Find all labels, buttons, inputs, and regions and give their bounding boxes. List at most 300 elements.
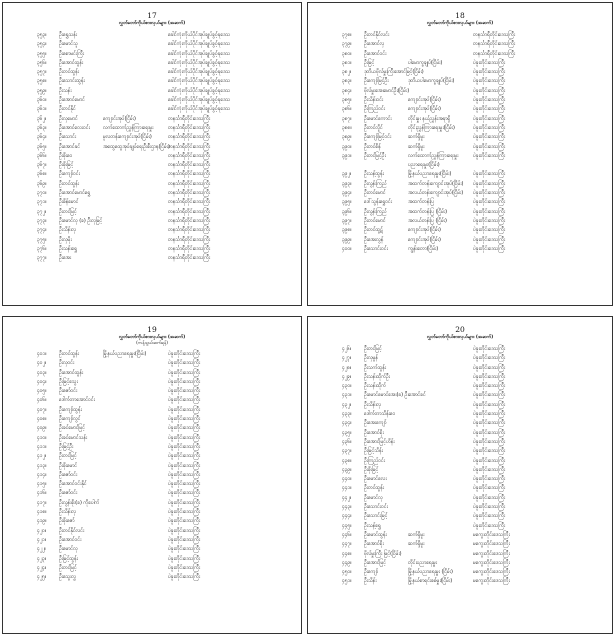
entry-number: ၃၈၇။ (342, 115, 352, 122)
list-item (308, 161, 612, 170)
list-item (308, 447, 612, 456)
page-subheading: (ကန့်သွယ်ဆက်ရန်) (136, 341, 168, 346)
member-name: ဦးအောင်မြင့်ဟိန်း (364, 438, 395, 445)
list-item (308, 226, 612, 235)
constituency: ပဲခူးတိုင်းဒေသကြီး (473, 69, 506, 76)
constituency: ပဲခူးတိုင်းဒေသကြီး (473, 124, 506, 131)
heading-continued: (အဆက်) (475, 335, 494, 340)
entry-number: ၄၄၉။ (342, 559, 352, 566)
list-item (3, 254, 301, 263)
member-title: ကျောင်းအုပ်(ငြိမ်း) (103, 115, 136, 122)
list-item (308, 475, 612, 484)
entry-number: ၄၀၇။ (37, 406, 47, 413)
list-item (3, 415, 301, 424)
entry-number: ၄၂၄။ (37, 564, 47, 571)
entry-number: ၃၉၇။ (342, 217, 352, 224)
list-item (3, 96, 301, 105)
constituency: ပဲခူးတိုင်းဒေသကြီး (473, 411, 506, 418)
member-name: ဦးဇော်ဝင်း (59, 388, 78, 395)
member-title: ပညာရေးမှူး(ငြိမ်း) (408, 162, 440, 169)
entry-number: ၄၁၇။ (37, 499, 47, 506)
constituency: ပဲခူးတိုင်းဒေသကြီး (168, 351, 201, 357)
constituency: တနင်္သာရီတိုင်းဒေသကြီး (168, 255, 211, 262)
constituency: ပဲခူးတိုင်းဒေသကြီး (473, 97, 506, 104)
list-item (308, 401, 612, 410)
member-title: ကျောင်းအုပ်(ငြိမ်း) (408, 97, 441, 104)
entry-number: ၃၇၇။ (37, 255, 47, 262)
list-item (308, 180, 612, 189)
list-item (3, 217, 301, 226)
entry-number: ၄၃၃။ (342, 411, 352, 418)
constituency: ပဲခူးတိုင်းဒေသကြီး (473, 152, 506, 159)
member-name: ဦးအောင်လှ (364, 41, 385, 48)
entry-number: ၄၃၀။ (342, 383, 352, 390)
member-list (308, 31, 612, 254)
constituency: ပဲခူးတိုင်းဒေသကြီး (473, 199, 506, 206)
heading-title: လွှတ်တော်ကိုယ်စားလှယ်များ (118, 21, 167, 26)
entry-number: ၃၇၂။ (37, 208, 47, 215)
list-item (3, 462, 301, 471)
member-name: ဦးအောင်မောင် (59, 97, 85, 104)
list-item (3, 50, 301, 59)
member-name: ဦးကျော်လွင် (59, 416, 81, 423)
list-item (308, 568, 612, 577)
list-item (3, 508, 301, 517)
list-item (308, 345, 612, 354)
heading-continued: (အဆက်) (475, 21, 494, 26)
member-name: ဦးမြင့် (364, 59, 375, 66)
list-item (308, 540, 612, 549)
entry-number: ၄၃၂။ (342, 401, 352, 408)
entry-number: ၃၆၀။ (37, 97, 47, 104)
member-name: ဦးတင်ထွန်း (364, 485, 384, 492)
member-name: ဦးမြင့်ဦး (59, 443, 74, 450)
constituency: ပဲခူးတိုင်းဒေသကြီး (168, 518, 201, 525)
constituency: ပဲခူးတိုင်းဒေသကြီး (473, 429, 506, 436)
list-item (308, 419, 612, 428)
constituency: ပဲခူးတိုင်းဒေသကြီး (168, 397, 201, 404)
constituency: ပဲခူးတိုင်းဒေသကြီး (168, 434, 201, 441)
entry-number: ၄၄၈။ (342, 550, 352, 557)
list-item (308, 152, 612, 161)
constituency: ပဲခူးတိုင်းဒေသကြီး (473, 87, 506, 94)
member-title: ပါမောက္ခချုပ်(ငြိမ်း) (408, 59, 443, 66)
page-18 (307, 2, 613, 306)
member-name: ဦးတင်မြင့် (59, 564, 77, 571)
entry-number: ၃၆၆။ (37, 152, 47, 159)
list-item (308, 217, 612, 226)
member-name: ဦးကျော်မြင့်ဝင်း (364, 134, 392, 141)
entry-number: ၃၉၁။ (342, 152, 352, 159)
member-name: ဦးသက်ထွန်း (364, 364, 386, 371)
entry-number: ၄၀၄။ (37, 378, 47, 385)
list-item (308, 77, 612, 86)
member-title: အထက်တန်းကျောင်းအုပ်(ငြိမ်း) (408, 180, 464, 187)
list-item (308, 96, 612, 105)
constituency: ပဲခူးတိုင်းဒေသကြီး (168, 416, 201, 423)
member-title: မူလတန်းကျောင်းအုပ်(ငြိမ်း) (103, 134, 152, 141)
member-name: ဦးလှမွန် (364, 355, 378, 362)
member-title: အထက်တန်းပြ (408, 199, 435, 206)
constituency: ပဲခူးတိုင်းဒေသကြီး (473, 245, 506, 252)
member-name: ဦးအောင်ထွန်း (59, 59, 84, 66)
member-name: ဦးရွှေသန်း (59, 32, 78, 38)
constituency: ပဲခူးတိုင်းဒေသကြီး (473, 401, 506, 408)
list-item (3, 517, 301, 526)
member-name: ဦးမောင်လေး (364, 476, 387, 483)
list-item (3, 170, 301, 179)
entry-number: ၄၄၄။ (342, 513, 352, 520)
member-name: ဦးဇော်ဝင်း (59, 490, 78, 497)
entry-number: ၃၈၅။ (342, 97, 352, 104)
entry-number: ၄၁၂။ (37, 453, 47, 460)
entry-number: ၄၂၉။ (342, 373, 352, 380)
list-item (3, 133, 301, 142)
page-heading (308, 21, 612, 27)
member-title: ကျောင်းအုပ်(ငြိမ်း) (408, 106, 441, 113)
list-item (3, 180, 301, 189)
member-title: ကျောင်းအုပ်(ငြိမ်း) (408, 236, 441, 243)
member-name: ဦးသောင်းထွန်း (59, 78, 85, 85)
entry-number: ၃၇၃။ (37, 217, 47, 224)
list-item (308, 559, 612, 568)
entry-number: ၄၃၉။ (342, 466, 352, 473)
constituency: ပဲခူးတိုင်းဒေသကြီး (168, 369, 201, 376)
member-name: ဦးတင်လှိုင် (364, 124, 383, 131)
member-title: အလယ်တန်းကျောင်းအုပ်(ငြိမ်း) (408, 190, 464, 197)
entry-number: ၄၂၇။ (342, 355, 352, 362)
entry-number: ၄၄၃။ (342, 504, 352, 511)
member-list (3, 31, 301, 263)
list-item (3, 245, 301, 254)
list-item (308, 531, 612, 540)
constituency: ပဲခူးတိုင်းဒေသကြီး (473, 217, 506, 224)
constituency: တနင်္သာရီတိုင်းဒေသကြီး (168, 152, 211, 159)
member-name: ဒေါက်တာသိန်းဝေ (364, 411, 396, 418)
constituency: ပဲခူးတိုင်းဒေသကြီး (168, 527, 201, 534)
constituency: တနင်္သာရီတိုင်းဒေသကြီး (168, 115, 211, 122)
member-name: ဦးသန့်ရွှေ (364, 522, 381, 529)
list-item (3, 387, 301, 396)
constituency: ပဲခူးတိုင်းဒေသကြီး (168, 462, 201, 469)
list-item (308, 577, 612, 586)
entry-number: ၃၇၆။ (37, 245, 47, 252)
constituency: ပဲခူးတိုင်းဒေသကြီး (473, 171, 506, 178)
member-name: ဦးလွန်းကြည် (364, 180, 387, 187)
member-name: ဦးမောင်လှ (364, 494, 383, 501)
entry-number: ၄၁၀။ (37, 434, 47, 441)
member-title: အထွေထွေအုပ်ချုပ်ရေးဦးစီးဌာန(ငြိမ်း) (103, 143, 170, 150)
constituency: ပဲခူးတိုင်းဒေသကြီး (168, 388, 201, 395)
list-item (3, 152, 301, 161)
page-number: 19 (147, 325, 157, 334)
constituency: ပဲခူးတိုင်းဒေသကြီး (168, 406, 201, 413)
member-list (308, 345, 612, 587)
constituency: ခေါင်ကုံးကိုယ်ပိုင်အုပ်ချုပ်ခွင့်ရဒေသ (168, 87, 231, 94)
list-item (308, 364, 612, 373)
constituency: ပဲခူးတိုင်းဒေသကြီး (168, 536, 201, 543)
entry-number: ၃၈၆။ (342, 106, 352, 113)
entry-number: ၄၄၇။ (342, 541, 352, 548)
list-item (308, 189, 612, 198)
entry-number: ၄၀၆။ (37, 397, 47, 404)
member-name: ဦးစိုးဇော် (59, 518, 75, 525)
entry-number: ၄၁၅။ (37, 481, 47, 488)
list-item (3, 198, 301, 207)
constituency: ပဲခူးတိုင်းဒေသကြီး (473, 236, 506, 243)
list-item (3, 545, 301, 554)
entry-number: ၃၇၁။ (37, 199, 47, 206)
entry-number: ၄၃၅။ (342, 429, 352, 436)
entry-number: ၃၅၃။ (37, 32, 47, 38)
member-name: ဦးတင်ထွန်း (59, 180, 79, 187)
entry-number: ၄၄၀။ (342, 476, 352, 483)
entry-number: ၄၀၃။ (37, 369, 47, 376)
constituency: ပဲခူးတိုင်းဒေသကြီး (473, 522, 506, 529)
list-item (308, 503, 612, 512)
list-item (308, 143, 612, 152)
entry-number: ၄၀၉။ (37, 425, 47, 432)
list-item (308, 59, 612, 68)
member-name: ဦးကျော်ထွန်း (59, 406, 82, 413)
member-title: ဆက်ရှိမှုး (408, 134, 425, 141)
list-item (3, 434, 301, 443)
list-item (308, 115, 612, 124)
constituency: ပဲခူးတိုင်းဒေသကြီး (168, 481, 201, 488)
constituency: ခေါင်ကုံးကိုယ်ပိုင်အုပ်ချုပ်ခွင့်ရဒေသ (168, 97, 231, 104)
list-item (3, 555, 301, 564)
list-item (3, 536, 301, 545)
member-name: ဦးလွန်းကြည် (364, 208, 387, 215)
constituency: ပဲခူးတိုင်းဒေသကြီး (473, 190, 506, 197)
member-name: ဦးစိုးမြင့် (364, 466, 379, 473)
list-item (3, 115, 301, 124)
entry-number: ၃၅၄။ (37, 41, 47, 48)
list-item (308, 382, 612, 391)
list-item (308, 438, 612, 447)
member-name: ဦးအေးလွန် (364, 236, 384, 243)
constituency: တနင်္သာရီတိုင်းဒေသကြီး (473, 50, 516, 57)
entry-number: ၄၂၀။ (37, 527, 47, 534)
member-title: အထက်တန်းပြ (ငြိမ်း) (408, 208, 448, 215)
list-item (308, 391, 612, 400)
constituency: တနင်္သာရီတိုင်းဒေသကြီး (473, 41, 516, 48)
member-title: မြို့နယ်ပညာရေးမှူး(ငြိမ်း) (103, 351, 147, 357)
constituency: ပဲခူးတိုင်းဒေသကြီး (168, 471, 201, 478)
list-item (308, 484, 612, 493)
list-item (308, 50, 612, 59)
entry-number: ၃၇၅။ (37, 236, 47, 243)
member-name: ဦးအောင်မောင်ရွှေ (59, 190, 91, 197)
list-item (3, 471, 301, 480)
member-name: ဦးတင်နိုင် (59, 106, 76, 113)
list-item (308, 87, 612, 96)
constituency: ခေါင်ကုံးကိုယ်ပိုင်အုပ်ချုပ်ခွင့်ရဒေသ (168, 32, 231, 38)
constituency: ပဲခူးတိုင်းဒေသကြီး (168, 453, 201, 460)
constituency: ပဲခူးတိုင်းဒေသကြီး (168, 425, 201, 432)
constituency: ခေါင်ကုံးကိုယ်ပိုင်အုပ်ချုပ်ခွင့်ရဒေသ (168, 69, 231, 76)
constituency: ပဲခူးတိုင်းဒေသကြီး (473, 383, 506, 390)
entry-number: ၃၈၄။ (342, 87, 352, 94)
constituency: ပဲခူးတိုင်းဒေသကြီး (473, 115, 506, 122)
constituency: မကွေးတိုင်းဒေသကြီး (473, 559, 510, 566)
entry-number: ၃၉၀။ (342, 143, 352, 150)
list-item (308, 373, 612, 382)
member-name: ဦးလှမောင် (59, 115, 78, 122)
member-name: ဦးစောမင်းကြီး (59, 50, 84, 57)
member-name: ဦးမောင်ထွန်း (364, 531, 387, 538)
constituency: ပဲခူးတိုင်းဒေသကြီး (473, 59, 506, 66)
page-number: 17 (147, 11, 157, 20)
entry-number: ၄၄၅။ (342, 522, 352, 529)
entry-number: ၃၆၉။ (37, 180, 47, 187)
member-title: မြို့နယ်ပညာရေးမှူး (ငြိမ်း) (408, 569, 453, 576)
list-item (308, 410, 612, 419)
constituency: တနင်္သာရီတိုင်းဒေသကြီး (168, 227, 211, 234)
entry-number: ၄၄၁။ (342, 485, 352, 492)
entry-number: ၄၁၃။ (37, 462, 47, 469)
entry-number: ၃၈၀။ (342, 50, 352, 57)
member-name: ဦးဇော်ဝင်း (59, 471, 78, 478)
member-title: လက်ထောက်ညွှန်ကြားရေးမှူး (103, 124, 154, 131)
list-item (3, 124, 301, 133)
member-name: ဦးတင်ထွန်း (59, 69, 79, 76)
constituency: ပဲခူးတိုင်းဒေသကြီး (168, 546, 201, 553)
entry-number: ၄၁၉။ (37, 518, 47, 525)
entry-number: ၃၅၈။ (37, 78, 47, 85)
list-item (3, 189, 301, 198)
page-19 (2, 316, 302, 634)
constituency: ပဲခူးတိုင်းဒေသကြီး (168, 564, 201, 571)
member-title: မြို့နယ်စာရင်းစစ်မှူး(ငြိမ်း) (408, 578, 453, 585)
constituency: ပဲခူးတိုင်းဒေသကြီး (473, 420, 506, 427)
member-name: ဦးလှဝင်း (59, 360, 75, 367)
member-title: တိုင်းပညာရေးမှူး (408, 559, 437, 566)
member-name: ဦးသိန်းလှ (364, 401, 382, 408)
constituency: ခေါင်ကုံးကိုယ်ပိုင်အုပ်ချုပ်ခွင့်ရဒေသ (168, 41, 231, 48)
entry-number: ၄၁၄။ (37, 471, 47, 478)
member-title: မြို့နယ်ပညာရေးမှူး(ငြိမ်း) (408, 171, 452, 178)
member-name: ဦးတင်မြင့် (364, 346, 382, 352)
constituency: ခေါင်ကုံးကိုယ်ပိုင်အုပ်ချုပ်ခွင့်ရဒေသ (168, 78, 231, 85)
entry-number: ၃၇၉။ (342, 41, 352, 48)
constituency: တနင်္သာရီတိုင်းဒေသကြီး (473, 32, 516, 38)
member-name: ဗိုလ်မှူးအေးမောင်ဦး(ငြိမ်း) (364, 87, 410, 94)
constituency: ပဲခူးတိုင်းဒေသကြီး (473, 466, 506, 473)
constituency: ပဲခူးတိုင်းဒေသကြီး (473, 78, 506, 85)
member-name: ဦးအောင်ခင် (59, 143, 81, 150)
constituency: ပဲခူးတိုင်းဒေသကြီး (473, 143, 506, 150)
member-name: ဦးစိုးဝေ (59, 152, 73, 159)
member-name: ဦးသောင်း (59, 134, 77, 141)
entry-number: ၄၀၀။ (342, 245, 352, 252)
constituency: ပဲခူးတိုင်းဒေသကြီး (473, 448, 506, 455)
entry-number: ၄၁၈။ (37, 509, 47, 516)
entry-number: ၄၃၈။ (342, 457, 352, 464)
list-item (3, 236, 301, 245)
entry-number: ၃၆၅။ (37, 143, 47, 150)
member-title: ကျွန်းတော(ငြိမ်း) (408, 245, 439, 252)
member-name: ဦးတင်နိုင်လင်း (364, 32, 390, 38)
constituency: တနင်္သာရီတိုင်းဒေသကြီး (168, 236, 211, 243)
member-list (3, 350, 301, 582)
entry-number: ၃၇၄။ (37, 227, 47, 234)
list-item (3, 527, 301, 536)
constituency: တနင်္သာရီတိုင်းဒေသကြီး (168, 180, 211, 187)
list-item (3, 424, 301, 433)
page-20 (307, 316, 613, 634)
constituency: ပဲခူးတိုင်းဒေသကြီး (473, 227, 506, 234)
constituency: ပဲခူးတိုင်းဒေသကြီး (168, 499, 201, 506)
list-item (3, 564, 301, 573)
member-name: ဦးအောင်ဝင်းနိုင် (59, 481, 87, 488)
entry-number: ၄၂၆။ (342, 346, 352, 352)
member-name: ဦးအောင်ဝင်း (364, 50, 387, 57)
entry-number: ၄၀၅။ (37, 388, 47, 395)
member-name: ဦးသိန်း (364, 578, 377, 585)
list-item (3, 359, 301, 368)
member-title: ကျောင်းအုပ်(ငြိမ်း) (408, 227, 441, 234)
member-name: ဦးအောင်မြင့် (364, 559, 386, 566)
page-heading (308, 335, 612, 341)
entry-number: ၃၉၆။ (342, 208, 352, 215)
constituency: ပဲခူးတိုင်းဒေသကြီး (168, 574, 201, 581)
entry-number: ၄၃၁။ (342, 392, 352, 399)
constituency: ပဲခူးတိုင်းဒေသကြီး (473, 494, 506, 501)
entry-number: ၄၄၆။ (342, 531, 352, 538)
entry-number: ၄၃၇။ (342, 448, 352, 455)
entry-number: ၃၉၃။ (342, 180, 352, 187)
constituency: ပဲခူးတိုင်းဒေသကြီး (473, 392, 506, 399)
entry-number: ၃၈၁။ (342, 59, 352, 66)
member-name: ဦးတင်မောင် (364, 217, 386, 224)
list-item (3, 406, 301, 415)
constituency: ပဲခူးတိုင်းဒေသကြီး (168, 509, 201, 516)
member-title: အလယ်တန်းပြ (ငြိမ်း) (408, 217, 447, 224)
member-name: ဦးအောင်ထွန်း (59, 369, 84, 376)
member-name: ဦးသန်းထိုက်ဦး (364, 373, 390, 380)
member-name: ဦးသိန်းလှ (59, 509, 77, 516)
entry-number: ၄၁၁။ (37, 443, 47, 450)
entry-number: ၃၉၈။ (342, 227, 352, 234)
constituency: တနင်္သာရီတိုင်းဒေသကြီး (168, 217, 211, 224)
constituency: တနင်္သာရီတိုင်းဒေသကြီး (168, 208, 211, 215)
list-item (308, 133, 612, 142)
constituency: ခေါင်ကုံးကိုယ်ပိုင်အုပ်ချုပ်ခွင့်ရဒေသ (168, 106, 231, 113)
list-item (308, 512, 612, 521)
list-item (3, 105, 301, 114)
list-item (308, 550, 612, 559)
heading-title: လွှတ်တော်ကိုယ်စားလှယ်များ (426, 335, 475, 340)
member-name: ဦးကျော် (364, 569, 379, 576)
constituency: ပဲခူးတိုင်းဒေသကြီး (473, 476, 506, 483)
entry-number: ၃၅၉။ (37, 87, 47, 94)
entry-number: ၄၀၈။ (37, 416, 47, 423)
constituency: ပဲခူးတိုင်းဒေသကြီး (473, 364, 506, 371)
entry-number: ၃၈၃။ (342, 78, 352, 85)
entry-number: ၃၅၇။ (37, 69, 47, 76)
entry-number: ၃၆၇။ (37, 162, 47, 169)
constituency: မကွေးတိုင်းဒေသကြီး (473, 541, 510, 548)
page-number: 20 (455, 325, 465, 334)
page-heading (3, 21, 301, 27)
constituency: တနင်္သာရီတိုင်းဒေသကြီး (168, 245, 211, 252)
list-item (3, 161, 301, 170)
member-name: ဦးမောင်လှ (ခ) ဦးလှမြင့် (59, 217, 103, 224)
member-name: ဦးတင်မြင့် (59, 453, 77, 460)
constituency: ပဲခူးတိုင်းဒေသကြီး (473, 180, 506, 187)
page-number: 18 (455, 11, 465, 20)
